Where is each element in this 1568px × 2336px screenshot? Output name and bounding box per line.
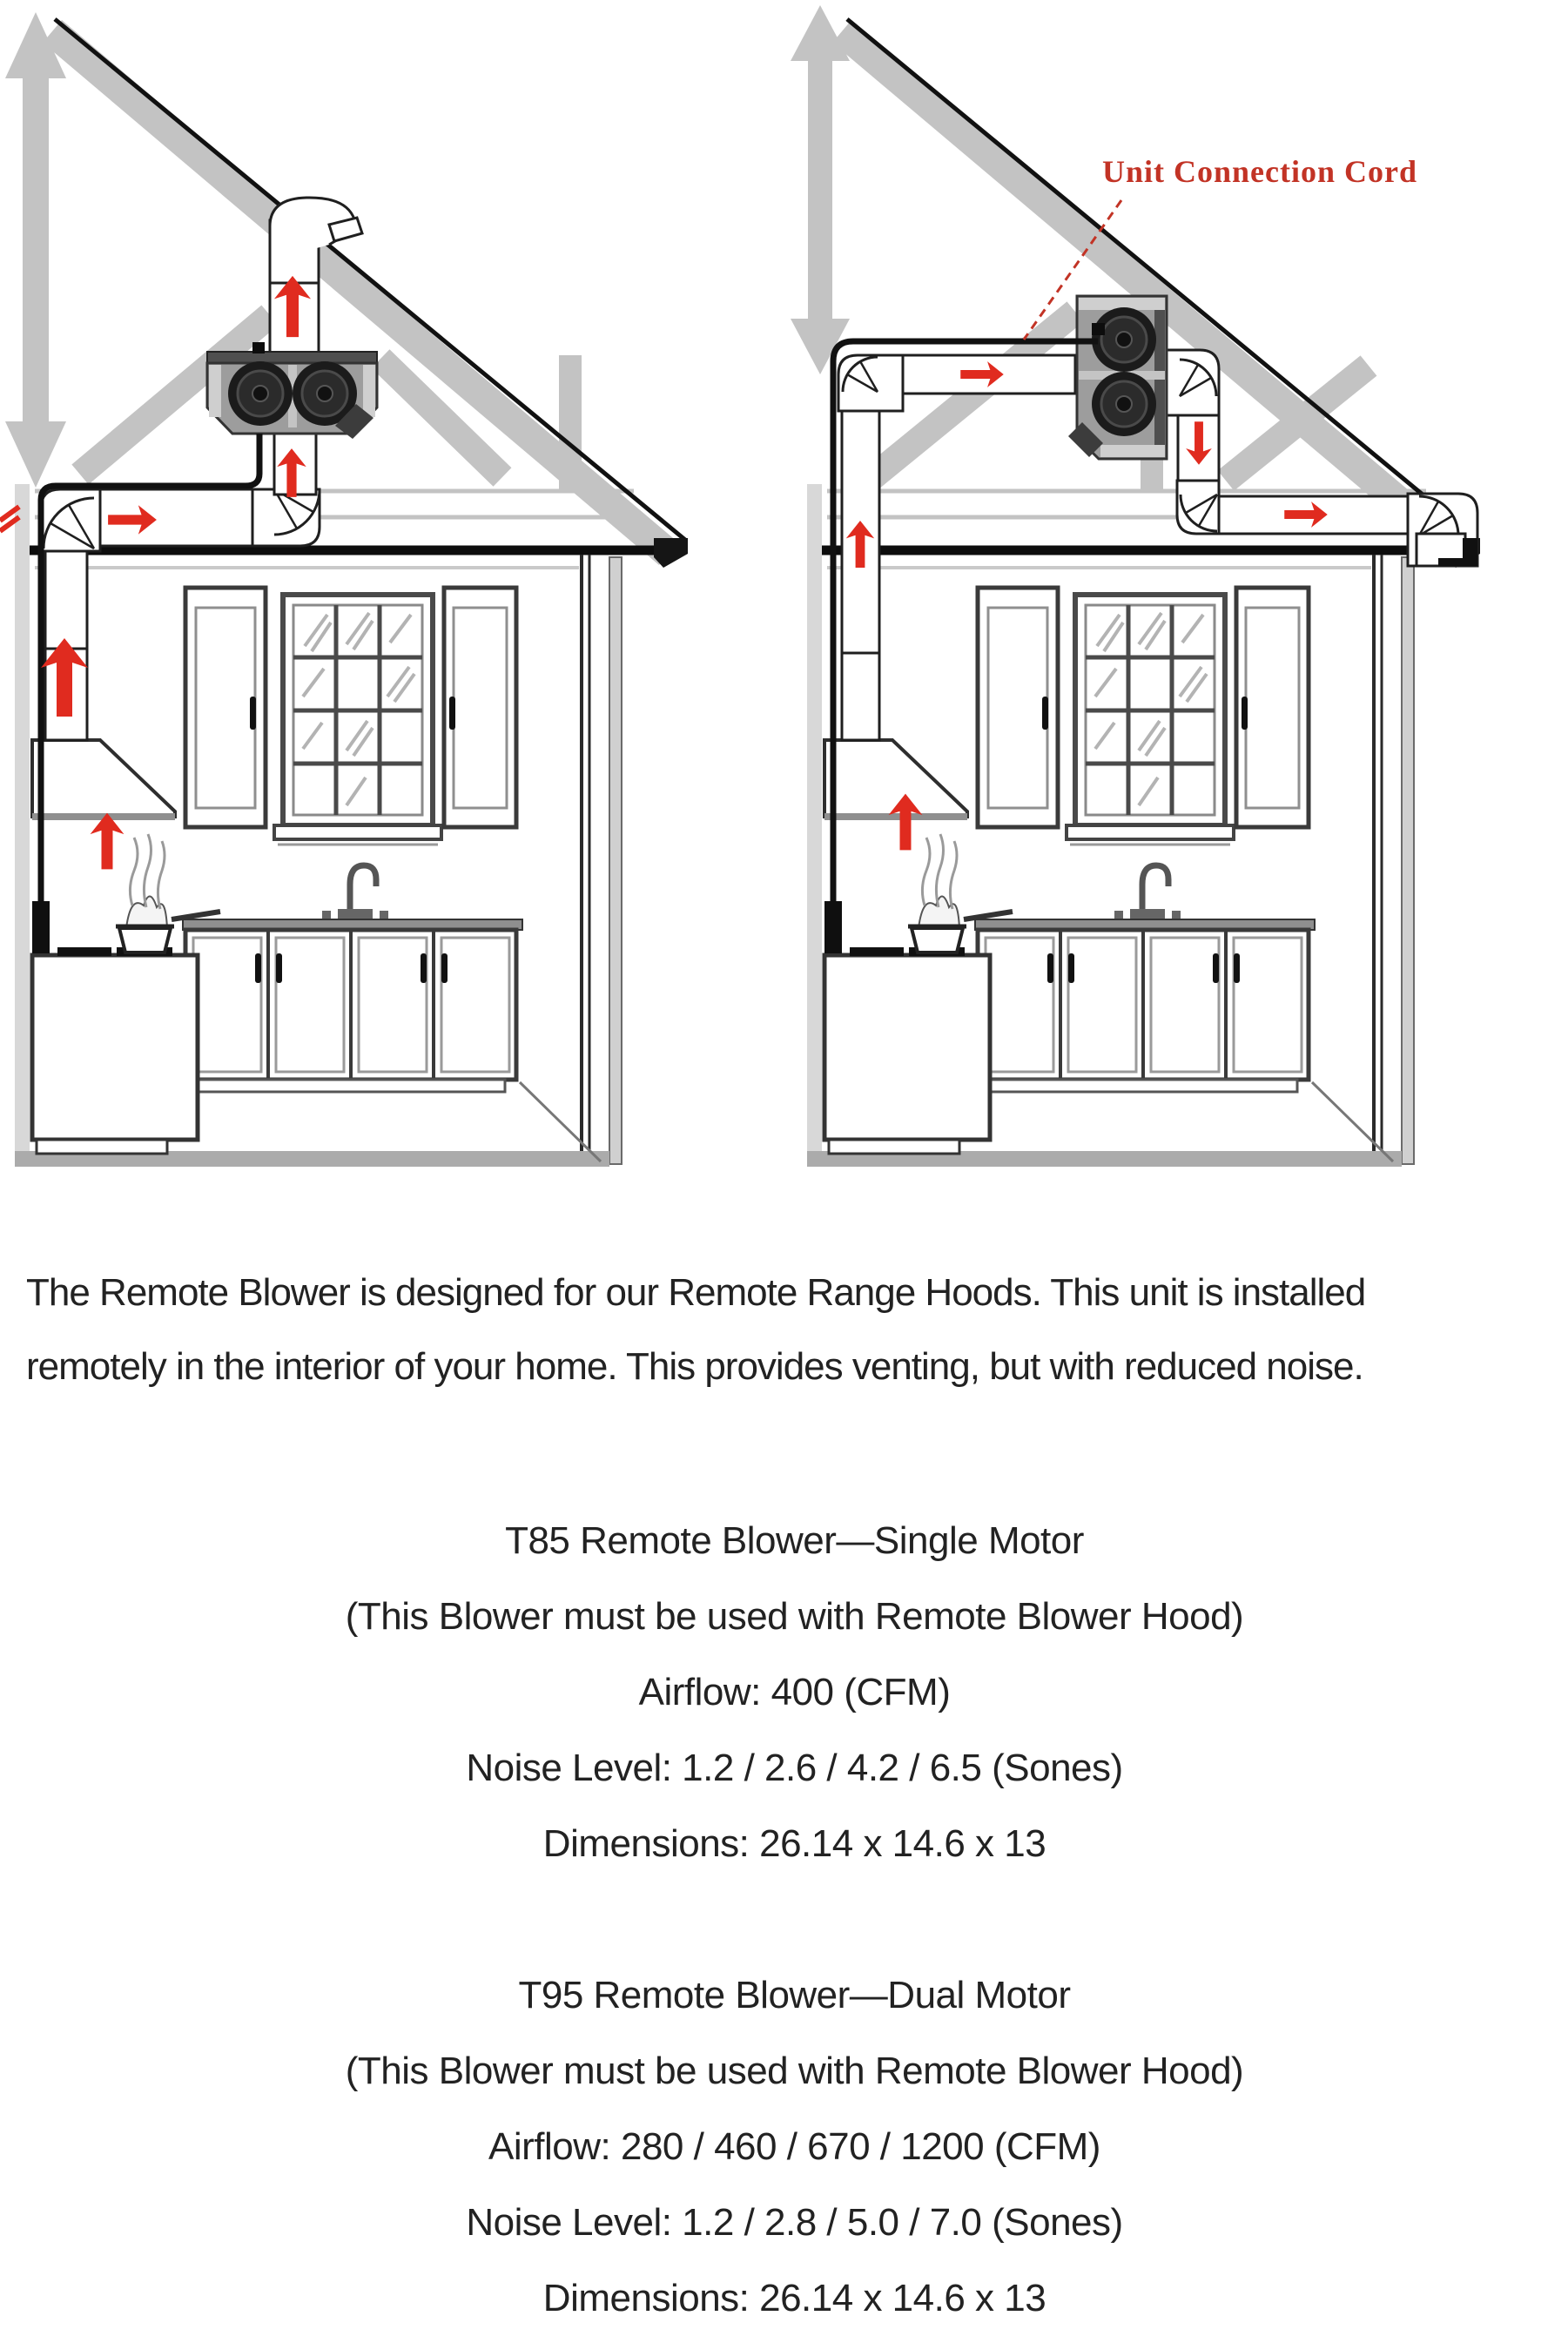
t95-note: (This Blower must be used with Remote Blower Hood) — [345, 2050, 1244, 2092]
left-house-diagram — [0, 12, 688, 1167]
unit-connection-cord-label: Unit Connection Cord — [1102, 154, 1418, 189]
fan-motor — [1092, 307, 1156, 372]
fan-motor — [1092, 372, 1156, 436]
t95-noise-level: Noise Level: 1.2 / 2.8 / 5.0 / 7.0 (Sones) — [466, 2201, 1123, 2244]
truss-post — [808, 52, 832, 322]
truss-post — [559, 355, 582, 491]
t85-airflow: Airflow: 400 (CFM) — [638, 1671, 951, 1713]
t85-dimensions: Dimensions: 26.14 x 14.6 x 13 — [542, 1822, 1046, 1865]
elbow — [1164, 350, 1219, 415]
t85-spec-block — [21, 1503, 1568, 1882]
truss-post — [23, 68, 49, 427]
roof-line — [55, 19, 685, 540]
t95-spec-block — [21, 1957, 1568, 2336]
intro-line-2: remotely in the interior of your home. This provides venting, but with reduced noise. — [26, 1345, 1363, 1388]
cord-connector — [1092, 323, 1105, 335]
airflow-arrow-up — [91, 813, 124, 870]
t85-noise-level: Noise Level: 1.2 / 2.6 / 4.2 / 6.5 (Sones) — [466, 1747, 1123, 1789]
intro-line-1: The Remote Blower is designed for our Remote Range Hoods. This unit is installed — [26, 1271, 1366, 1314]
cord-connector — [252, 342, 265, 353]
intro-paragraph — [26, 1256, 1525, 1404]
t95-airflow: Airflow: 280 / 460 / 670 / 1200 (CFM) — [488, 2125, 1100, 2168]
truss-arrow-down — [5, 421, 66, 488]
t95-title: T95 Remote Blower—Dual Motor — [518, 1974, 1071, 2016]
elbow — [838, 355, 903, 411]
t85-title: T85 Remote Blower—Single Motor — [505, 1519, 1084, 1562]
hood-riser-duct — [842, 411, 879, 740]
blower-unit-dual-fan — [207, 342, 377, 439]
fan-motor — [228, 361, 293, 426]
t95-dimensions: Dimensions: 26.14 x 14.6 x 13 — [542, 2277, 1046, 2319]
t85-note: (This Blower must be used with Remote Blower Hood) — [345, 1595, 1244, 1638]
roof-truss — [791, 5, 1477, 554]
roof-truss — [5, 12, 685, 554]
blower-unit-dual-fan — [1068, 296, 1167, 459]
